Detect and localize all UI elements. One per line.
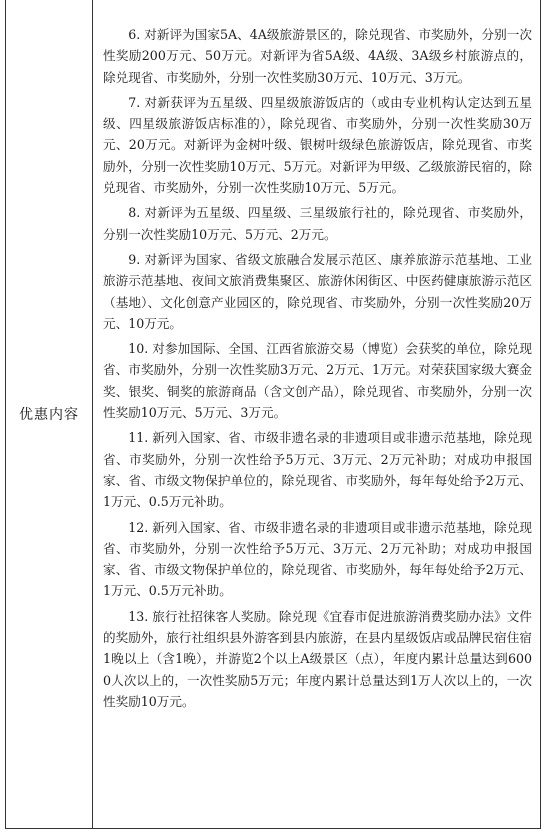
paragraph-item-8: 8. 对新评为五星级、四星级、三星级旅行社的，除兑现省、市奖励外，分别一次性奖励10万元、5万元、2万元。 [103,205,532,242]
paragraph-item-12: 12. 新列入国家、省、市级非遗名录的非遗项目或非遗示范基地，除兑现省、市奖励外，分别一次性给予5万元、3万元、2万元补助；对成功申报国家、省、市级文物保护单位的，除兑现省、市奖励外，每年每处给予2万元、1万元、0.5万元补助。 [103,519,532,599]
paragraph-item-10: 10. 对参加国际、全国、江西省旅游交易（博览）会获奖的单位，除兑现省、市奖励外，分别一次性奖励3万元、2万元、1万元。对荣获国家级大赛金奖、银奖、铜奖的旅游商品（含文创产品），除兑现省、市奖励外，分别一次性奖励10万元、5万元、3万元。 [103,341,532,421]
section-label: 优惠内容 [19,407,79,423]
paragraph-item-9: 9. 对新评为国家、省级文旅融合发展示范区、康养旅游示范基地、工业旅游示范基地、夜间文旅消费集聚区、旅游休闲街区、中医药健康旅游示范区（基地）、文化创意产业园区的，除兑现省、市奖励外，分别一次性奖励20万元、10万元。 [103,251,532,331]
paragraph-item-13: 13. 旅行社招徕客人奖励。除兑现《宜春市促进旅游消费奖励办法》文件的奖励外，旅行社组织县外游客到县内旅游，在县内星级饭店或品牌民宿住宿1晚以上（含1晚），并游览2个以上A级景区（点），年度内累计总量达到6000人次以上的，一次性奖励5万元；年度内累计总量达到1万人次以上的，一次性奖励10万元。 [103,608,532,709]
content-cell [93,0,540,828]
label-cell [6,0,93,828]
paragraph-item-7: 7. 对新获评为五星级、四星级旅游饭店的（或由专业机构认定达到五星级、四星级旅游饭店标准的），除兑现省、市奖励外，分别一次性奖励30万元、20万元。对新评为金树叶级、银树叶级绿色旅游饭店，除兑现省、市奖励外，分别一次性奖励10万元、5万元。对新评为甲级、乙级旅游民宿的，除兑现省、市奖励外，分别一次性奖励10万元、5万元。 [103,94,532,196]
paragraph-item-6: 6. 对新评为国家5A、4A级旅游景区的，除兑现省、市奖励外，分别一次性奖励200万元、50万元。对新评为省5A级、4A级、3A级乡村旅游点的，除兑现省、市奖励外，分别一次性奖励30万元、10万元、3万元。 [103,27,532,85]
paragraph-item-11: 11. 新列入国家、省、市级非遗名录的非遗项目或非遗示范基地，除兑现省、市奖励外，分别一次性给予5万元、3万元、2万元补助；对成功申报国家、省、市级文物保护单位的，除兑现省、市奖励外，每年每处给予2万元、1万元、0.5万元补助。 [103,430,532,510]
policy-table [5,0,541,829]
